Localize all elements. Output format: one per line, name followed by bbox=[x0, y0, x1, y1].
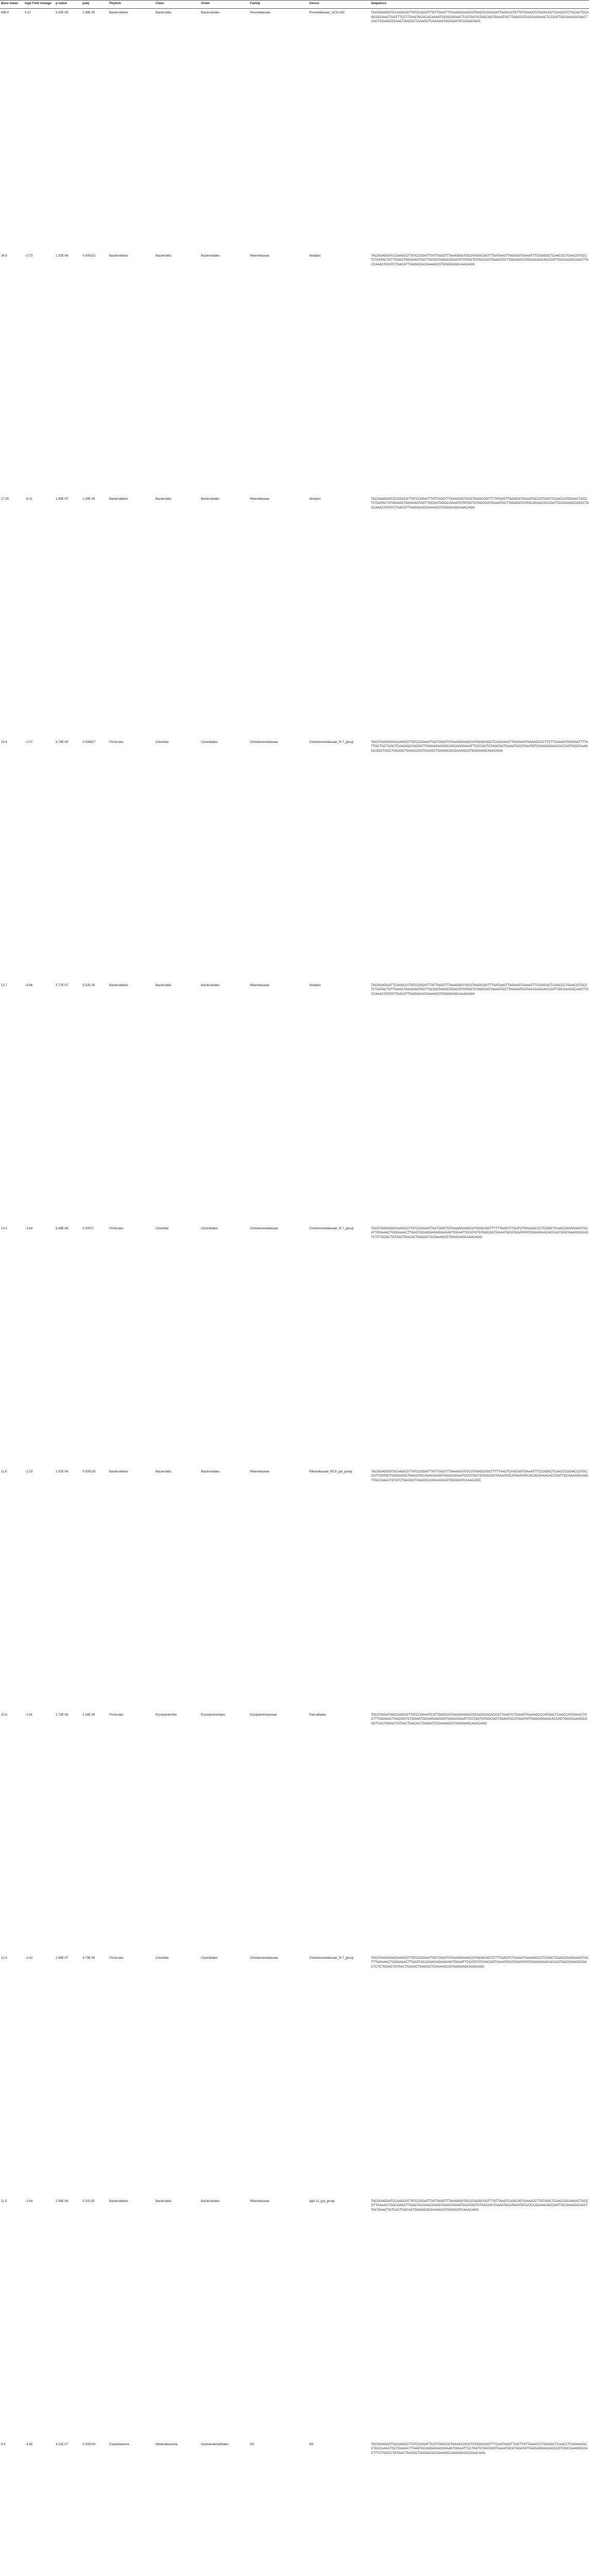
log2-fold-change-cell: −3.91 bbox=[25, 1713, 33, 1717]
phylum-cell: Firmicutes bbox=[109, 1713, 124, 1717]
padj-cell: 0.000102 bbox=[82, 254, 96, 258]
phylum-cell: Firmicutes bbox=[109, 1956, 124, 1960]
class-cell: Erysipelotrichia bbox=[156, 1713, 177, 1717]
p-value-cell: 1.32E-06 bbox=[56, 254, 69, 258]
table-row bbox=[0, 1468, 589, 1711]
sequence-cell: TACGTAGGGGGCAAGCGTTATCCGGAATTACTGGGTGTAAAGGGAGCGTAGGCGGTTTTTTAAGTCTGATGTGAAAGCCCTCGGCTCAACCGAGGAAGTGCATTGGAAACTGGGAAACTTGAGTGCAGGAGAGGAGAGTGGAATTCCATGTGTAGCGGTGAAATGCGTAGATATATGGAGGAACACCAGTGGCGAAGGCGACTCTCTGGACTGTAACTGACACTGAGGCTCGAAAGCGTGGGGAGCAAACAGG bbox=[371, 1227, 588, 1239]
p-value-cell: 2.73E-06 bbox=[56, 1713, 69, 1717]
order-cell: Clostridiales bbox=[201, 1227, 218, 1230]
family-cell: Rikenellaceae bbox=[250, 1470, 270, 1473]
order-cell: Clostridiales bbox=[201, 740, 218, 744]
log2-fold-change-cell: 4.10 bbox=[25, 11, 31, 14]
log2-fold-change-cell: −3.73 bbox=[25, 254, 33, 258]
table-row bbox=[0, 495, 589, 738]
p-value-cell: 1.85E-07 bbox=[56, 497, 69, 501]
class-cell: Bacteroidia bbox=[156, 1470, 172, 1473]
base-mean-cell: 25.4 bbox=[1, 740, 7, 744]
phylum-cell: Bacteroidetes bbox=[109, 984, 128, 987]
family-cell: Rikenellaceae bbox=[250, 2199, 270, 2203]
genus-cell: Christensenellaceae_R-7_group bbox=[309, 1227, 354, 1230]
table-row bbox=[0, 981, 589, 1225]
base-mean-cell: 13.7 bbox=[1, 984, 7, 987]
genus-cell: Rikenellaceae_RC9_gut_group bbox=[309, 1470, 352, 1473]
order-cell: Bacteroidales bbox=[201, 2199, 220, 2203]
padj-cell: 5.02E-05 bbox=[82, 984, 95, 987]
base-mean-cell: 17.25 bbox=[1, 497, 9, 501]
base-mean-cell: 11.6 bbox=[1, 1470, 7, 1473]
table-row bbox=[0, 2441, 589, 2576]
sequence-cell: TACGGAAGGTCCGGGCGTTATCCGGATTTATTGGGTTTAAAGGGAGCGTAGGCCGGAGATTAAGCGTGTTGTGAAATGTAGACGCTCAACGTCTGCACTGCAGCGCGAACTGGTTTCCTTGAGTACGCACAAAGTGGGCGGAATTCGTGGTGTAGCGGTGAAATGCTTAGATATCACGAAGAACTCCGATTGCGAAGGCAGCTCACTGGAGCGCAACTGACGCTGAAGCTCGAAAGTGCGGGTATCGAACAGG bbox=[371, 11, 589, 24]
p-value-cell: 4.11E-07 bbox=[56, 2443, 68, 2446]
log2-fold-change-cell: −2.07 bbox=[25, 740, 33, 744]
genus-cell: Alistipes bbox=[309, 497, 321, 501]
log2-fold-change-cell: −6.21 bbox=[25, 497, 33, 501]
padj-cell: 0.315.05 bbox=[82, 2199, 95, 2203]
sequence-cell: TACGGAGGATCCAAGCGTTATCCGGATTTATTGGGTTTAAAGGGTGCGTAGGCGGTTTGTTAAGTCAGCGGTGAAACCTTGTGGCTCAACCACAAGACTGCCGTTGAAACTGGCGAGCTTGAGTACAGACGAGGTAGGCGGAATGGATGGTGTAGCGGTGAAATGCATAGATATCATCCGGAACACCGATTGCGAAGGCAGCTTACTAAACTGTCACTGACACTGAGGCACGAAAGCGTGGGGATCAAACAGG bbox=[371, 2199, 588, 2212]
base-mean-cell: 9.4 bbox=[1, 2443, 6, 2446]
p-value-cell: 2.08E-06 bbox=[56, 2199, 69, 2203]
table-row bbox=[0, 9, 589, 252]
phylum-cell: Bacteroidetes bbox=[109, 1470, 128, 1473]
sequence-cell: TACGTAGGTGGCGAGCGTTATCCGGAATCATTGGGCGTAAAGGGAGCGCAGGCGGACCGTTAAGTCTGAAGTGAAAGCCCATGGCTCAACCATGGAACTGCTTTGGAAACTGACGGTCTGGAGTGCAGGAGAGGTGAGCGGAATTCCTAGTGTAGCGGTGAAATGCGTAGATATTAGGAGGAACACCAGTGGCGAAGGCGGCTCACTGGACTGTAACTGACACTGAGGCTCGAAAGCGTGGGGAGCAAACAGG bbox=[371, 1713, 587, 1725]
padj-cell: 4.73E-05 bbox=[82, 1956, 95, 1960]
sequence-cell: TACGGAGGATTCAAGCGTTATCCGGATTTATTGGGTTTAAAGGGTGCGTAGGCGGTTTGATAAGTTAGAGGTGAAATTTCGGGGCTCAACCCTGAACGTGCCTCTAATACTGTTGAGCTAGAGAGTAGTTGCGGTAGGCGGAATGTATGGTGTAGCGGTGAAATGCTTAGAGATCATACAGAACACCGATTGCGAAGGCAGCTTACCAAACTATATCTGACGTTGAGGCACGAAAGCGTGGGGAGCAAACAGG bbox=[371, 984, 589, 996]
family-cell: Rikenellaceae bbox=[250, 254, 270, 258]
family-cell: Christensenellaceae bbox=[250, 1956, 278, 1960]
padj-cell: 0.000104 bbox=[82, 2443, 96, 2446]
base-mean-cell: 20.8 bbox=[1, 1713, 7, 1717]
order-cell: Bacteroidales bbox=[201, 984, 220, 987]
class-cell: Bacteroidia bbox=[156, 497, 172, 501]
phylum-cell: Firmicutes bbox=[109, 1227, 124, 1230]
p-value-cell: 2.96E-07 bbox=[56, 1956, 69, 1960]
genus-cell: Prevotellaceae_UCG-003 bbox=[309, 11, 345, 14]
log2-fold-change-cell: −2.53 bbox=[25, 1470, 33, 1473]
phylum-cell: Bacteroidetes bbox=[109, 497, 128, 501]
family-cell: NA bbox=[250, 2443, 255, 2446]
genus-cell: NA bbox=[309, 2443, 314, 2446]
table-row bbox=[0, 2197, 589, 2441]
class-cell: Melainabacteria bbox=[156, 2443, 178, 2446]
base-mean-cell: 13.0 bbox=[1, 1227, 7, 1230]
p-value-cell: 1.02E-06 bbox=[56, 1470, 69, 1473]
padj-cell: 2.29E-05 bbox=[82, 497, 95, 501]
class-cell: Clostridia bbox=[156, 1956, 169, 1960]
order-cell: Gastranaerophilales bbox=[201, 2443, 229, 2446]
class-cell: Clostridia bbox=[156, 1227, 169, 1230]
col-header: Genus bbox=[308, 1, 370, 9]
table-row bbox=[0, 1954, 589, 2197]
family-cell: Christensenellaceae bbox=[250, 1227, 278, 1230]
col-header: Phylum bbox=[108, 1, 155, 9]
base-mean-cell: 12.9 bbox=[1, 1956, 7, 1960]
table-row bbox=[0, 738, 589, 981]
padj-cell: 0.00072 bbox=[82, 1227, 94, 1230]
p-value-cell: 6.78E-05 bbox=[56, 740, 69, 744]
phylum-cell: Bacteroidetes bbox=[109, 254, 128, 258]
log2-fold-change-cell: −4.65 bbox=[25, 2443, 33, 2446]
col-header: Family bbox=[249, 1, 308, 9]
sequence-cell: TACGTAGGGGGCAAGCGTTATCCGGAATTACTGGGTGTAAAGGGAGCGTAGGCGGCTCGACAAGTTGGGAGTGAAAGCCCTTCTTCAAGGTGGAGATTTTATTGCTGCTGGCTCGAGGCCAGGGTTGGGAGAGGGCAGCAGGGAAATTCCCGGTGTAGCGGTGAAATGCGTAGATATCGGGAGGAACACCAGTGGCGAAGGCGGCTGCCTGGAACTGGACCGGTGACGCTGAGGCGCGAAAGCGTGGGGAGCAAACAGG bbox=[371, 740, 588, 753]
padj-cell: 0.000135 bbox=[82, 1470, 96, 1473]
col-header: log2 Fold change bbox=[24, 1, 55, 9]
sequence-cell: TACGGAGGGTGCAAGCGTTATCCGGATTTATTGGGTTTAAAGGGTGCGTAGGCGGCTTTTTAAGTCAGCGGTGAAATTTCCGGGCTCAACCCGGACCGTGCCGTTGATACTGGGGAGCTAGAGTACAGACGAGGTAGGCGGAATGCGTGGTGTAGCGGTGAAATGCATAGATATCACGCAGAACACCGATTGCGAAGGCAGCTTACCAAACTGTATCTGACGCTGAGGCACGAAAGCGTGGGGATCAAACAGG bbox=[371, 1470, 588, 1482]
class-cell: Bacteroidia bbox=[156, 11, 172, 14]
genus-cell: Alistipes bbox=[309, 984, 321, 987]
col-header: padj bbox=[81, 1, 108, 9]
table-row bbox=[0, 1711, 589, 1954]
family-cell: Rikenellaceae bbox=[250, 497, 270, 501]
padj-cell: 2.18E-05 bbox=[82, 1713, 95, 1717]
class-cell: Bacteroidia bbox=[156, 2199, 172, 2203]
phylum-cell: Bacteroidetes bbox=[109, 2199, 128, 2203]
family-cell: Christensenellaceae bbox=[250, 740, 278, 744]
genus-cell: Faecalitalea bbox=[309, 1713, 326, 1717]
table-row bbox=[0, 1225, 589, 1468]
family-cell: Rikenellaceae bbox=[250, 984, 270, 987]
class-cell: Bacteroidia bbox=[156, 254, 172, 258]
phylum-cell: Bacteroidetes bbox=[109, 11, 128, 14]
sequence-cell: TACGGAGGGTGCAAGCGTTATCCGGATTCATTGGGCGTAAAGCGCGTGTAGGCGGTTTCAGTAAGTTGGTTGTTAAAGTCTGAGGCTCAACCTCAGAAAGCCTACCAAACTGCTGAAACTTGAGTACAGGAGAGGGAAGTGGAATTCCTAGTGTAGCGGTGAAATGCGTAGATATTAGGAGGAACACCAGTGGCGAAGGCGACTTTCTGGCCTGTAACTGACGCTGAGGCGCGAAAGCCAGGGGAGCGAACAGG bbox=[371, 2443, 588, 2455]
padj-cell: 0.000627 bbox=[82, 740, 96, 744]
phylum-cell: Firmicutes bbox=[109, 740, 124, 744]
log2-fold-change-cell: −3.42 bbox=[25, 1956, 33, 1960]
base-mean-cell: 34.9 bbox=[1, 254, 7, 258]
sequence-cell: TACGTAGGGGGCAAGCGTTATCCGGAATTACTGGGTGTAAAGGGAGCGTAGGCGGTCTTTTAAGTCTGAAGTGAAAGCCCTCGGCTCAACCGAGGAAGTGCTTTGGAAACTGGGAGACTTGAGTGCAGGAGAGGAGAGTGGAATTCCATGTGTAGCGGTGAAATGCGTAGATATATGGAGGAACACCAGTGGCGAAGGCGGCTCTCTGGACTGTAACTGACACTGAGGCTCGAAAGCGTGGGGAGCAAACAGG bbox=[371, 1956, 589, 1969]
log2-fold-change-cell: −3.84 bbox=[25, 2199, 33, 2203]
order-cell: Bacteroidales bbox=[201, 11, 220, 14]
sequence-cell: TACGGAGGATCCAAGCGTTATCCGGATTTATTGGGTTTAAAGGGTGCGTAGGCGGTTTAATAAGTTAGAGGTGAAATTTCGGGGCTCAACCCTGAACGTGCCTCTAATACTGTTGAGCTAGAGAGTAGTTGCGGTAGGCGGAATGTATGGTGTAGCGGTGAAATGCTTAGAGATCATACAGAACACCGATTGCGAAGGCAGCTTACCAAACTATATCTGACGTTGAGGCACGAAAGCGTGGGGAGCAAACAGG bbox=[371, 254, 589, 266]
p-value-cell: 3.77E-07 bbox=[56, 984, 69, 987]
padj-cell: 2.38E-05 bbox=[82, 11, 95, 14]
genus-cell: Christensenellaceae_R-7_group bbox=[309, 740, 354, 744]
class-cell: Bacteroidia bbox=[156, 984, 172, 987]
order-cell: Bacteroidales bbox=[201, 497, 220, 501]
p-value-cell: 9.40E-09 bbox=[56, 11, 69, 14]
header-row bbox=[0, 1, 589, 9]
table-row bbox=[0, 252, 589, 495]
col-header: Base mean bbox=[0, 1, 24, 9]
base-mean-cell: 11.9 bbox=[1, 2199, 7, 2203]
col-header: p-value bbox=[55, 1, 81, 9]
col-header: Class bbox=[155, 1, 200, 9]
log2-fold-change-cell: −3.64 bbox=[25, 1227, 33, 1230]
family-cell: Erysipelotrichaceae bbox=[250, 1713, 277, 1717]
col-header: Order bbox=[200, 1, 249, 9]
order-cell: Clostridiales bbox=[201, 1956, 218, 1960]
phylum-cell: Cyanobacteria bbox=[109, 2443, 129, 2446]
sequence-cell: TACGGAGGATCCGAGCGTTATCCGGATTTATTGGGTTTAAAGGGTGCGTAGGCGGTTTTATAAGTTAGAGGTGAAATGCCGTGGCTCAACCATGGAACTGCCTCTAATACTGTAGAGCTAGAGAGTAGTTGCGGTAGGCGGAATGTATGGTGTAGCGGTGAAATGCTTAGAGATCATACAGAACACCGATTGCGAAGGCAGCCTACCAAACTATATCTGACGTTGAGGCACGAAAGCGTGGGGAGCAAACAGG bbox=[371, 497, 589, 510]
col-header: Sequence bbox=[370, 1, 589, 9]
order-cell: Bacteroidales bbox=[201, 1470, 220, 1473]
family-cell: Prevotellaceae bbox=[250, 11, 271, 14]
genus-cell: Alistipes bbox=[309, 254, 321, 258]
log2-fold-change-cell: −5.86 bbox=[25, 984, 33, 987]
order-cell: Bacteroidales bbox=[201, 254, 220, 258]
genus-cell: Christensenellaceae_R-7_group bbox=[309, 1956, 354, 1960]
p-value-cell: 8.48E-06 bbox=[56, 1227, 69, 1230]
class-cell: Clostridia bbox=[156, 740, 169, 744]
genus-cell: dgA-11_gut_group bbox=[309, 2199, 335, 2203]
order-cell: Erysipelotrichales bbox=[201, 1713, 226, 1717]
base-mean-cell: 695.4 bbox=[1, 11, 9, 14]
